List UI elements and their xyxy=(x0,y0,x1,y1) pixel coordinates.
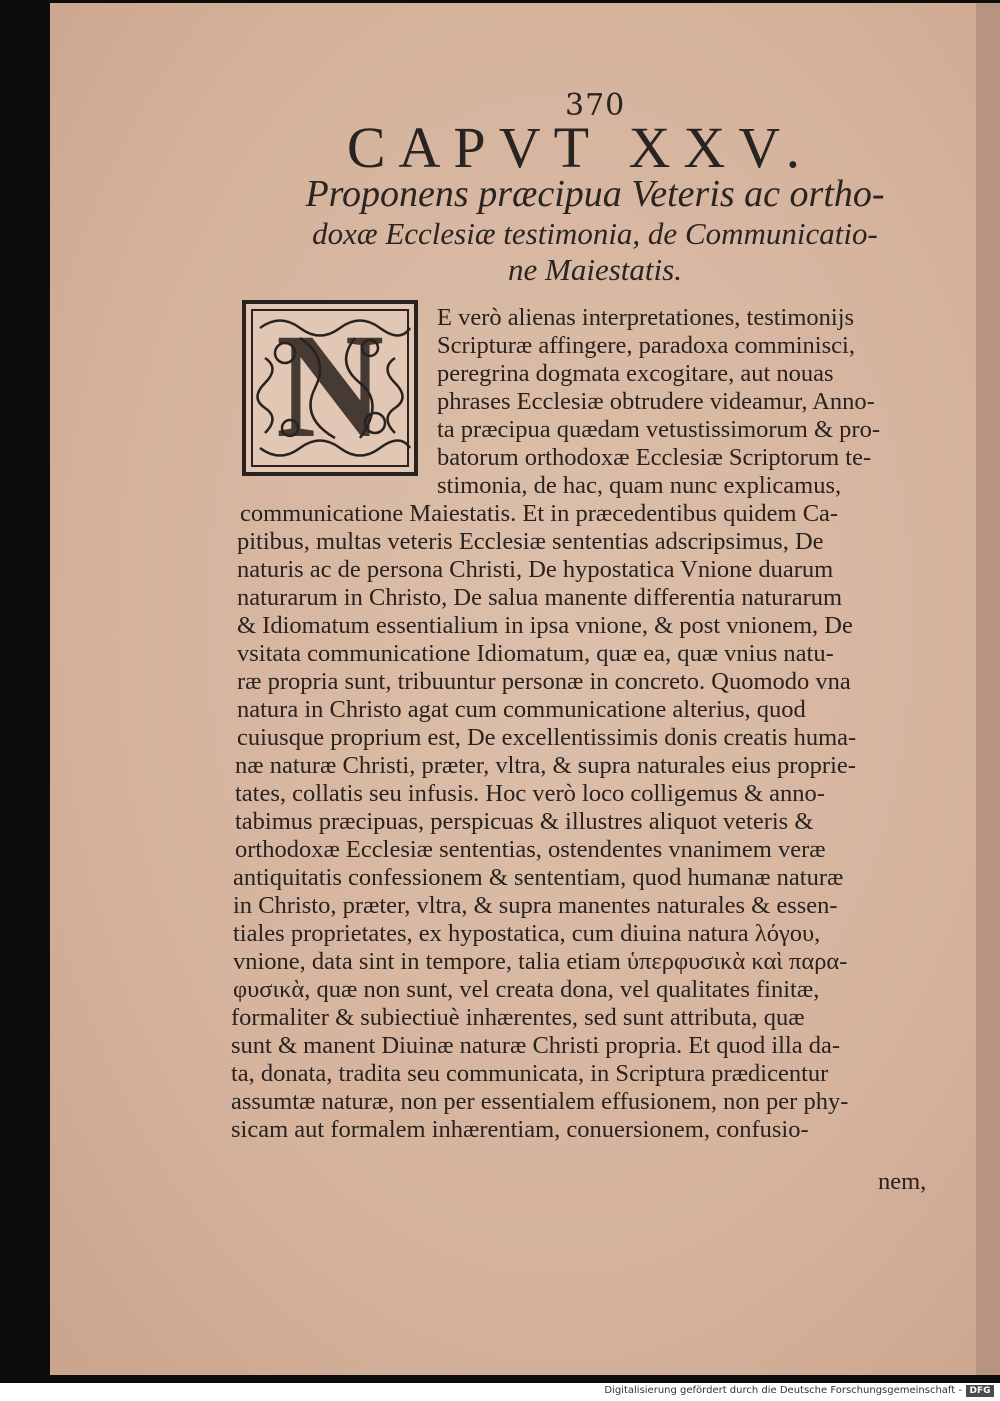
dfg-logo-icon: DFG xyxy=(966,1385,994,1397)
text-line: tates, collatis seu infusis. Hoc verò loco colligemus & anno- xyxy=(235,780,825,807)
footer-bar xyxy=(0,1383,1000,1401)
text-line: ræ propria sunt, tribuuntur personæ in concreto. Quomodo vna xyxy=(237,668,851,695)
text-line: sicam aut formalem inhærentiam, conuersionem, confusio- xyxy=(231,1116,809,1143)
text-line: & Idiomatum essentialium in ipsa vnione, & post vnionem, De xyxy=(237,612,853,639)
text-line: cuiusque proprium est, De excellentissimis donis creatis huma- xyxy=(237,724,857,751)
text-line: phrases Ecclesiæ obtrudere videamur, Anno- xyxy=(437,388,875,415)
initial-letter: N xyxy=(275,303,385,469)
catchword: nem, xyxy=(878,1168,927,1195)
text-line: natura in Christo agat cum communicatione alterius, quod xyxy=(237,696,806,723)
subtitle-line: doxæ Ecclesiæ testimonia, de Communicatio- xyxy=(312,216,878,251)
text-line: stimonia, de hac, quam nunc explicamus, xyxy=(437,472,842,499)
chapter-heading: CAPVT XXV. xyxy=(346,115,814,180)
page-number: 370 xyxy=(565,88,626,123)
text-line: ta præcipua quædam vetustissimorum & pro- xyxy=(437,416,880,443)
text-line: Scripturæ affingere, paradoxa comminisci, xyxy=(437,332,855,359)
text-line: tabimus præcipuas, perspicuas & illustres aliquot veteris & xyxy=(235,808,814,835)
text-line: ta, donata, tradita seu communicata, in Scriptura prædicentur xyxy=(231,1060,829,1087)
text-line: vnione, data sint in tempore, talia etiam ὑπερφυσικὰ καὶ παρα- xyxy=(233,948,848,975)
footer-credit: Digitalisierung gefördert durch die Deutsche Forschungsgemeinschaft - xyxy=(604,1385,962,1396)
text-line: orthodoxæ Ecclesiæ sententias, ostendentes vnanimem veræ xyxy=(235,836,826,863)
text-line: tiales proprietates, ex hypostatica, cum diuina natura λόγου, xyxy=(233,920,821,947)
decorated-initial-n-icon xyxy=(240,298,420,478)
text-line: communicatione Maiestatis. Et in præcedentibus quidem Ca- xyxy=(240,500,839,527)
text-line: naturarum in Christo, De salua manente differentia naturarum xyxy=(237,584,843,611)
subtitle-line: ne Maiestatis. xyxy=(508,252,682,287)
text-line: assumtæ naturæ, non per essentialem effusionem, non per phy- xyxy=(231,1088,849,1115)
text-line: næ naturæ Christi, præter, vltra, & supra naturales eius proprie- xyxy=(235,752,856,779)
text-line: pitibus, multas veteris Ecclesiæ sententias adscripsimus, De xyxy=(237,528,824,555)
text-line: φυσικὰ, quæ non sunt, vel creata dona, vel qualitates finitæ, xyxy=(233,976,820,1003)
text-line: in Christo, præter, vltra, & supra manentes naturales & essen- xyxy=(233,892,838,919)
page-edge xyxy=(976,3,1000,1375)
text-line: peregrina dogmata excogitare, aut nouas xyxy=(437,360,834,387)
text-line: antiquitatis confessionem & sententiam, quod humanæ naturæ xyxy=(233,864,844,891)
text-line: vsitata communicatione Idiomatum, quæ ea, quæ vnius natu- xyxy=(237,640,834,667)
text-line: formaliter & subiectiuè inhærentes, sed sunt attributa, quæ xyxy=(231,1004,805,1031)
subtitle-line: Proponens præcipua Veteris ac ortho- xyxy=(305,173,885,215)
chapter-subtitle xyxy=(230,172,960,288)
text-line: sunt & manent Diuinæ naturæ Christi propria. Et quod illa da- xyxy=(231,1032,841,1059)
text-line: E verò alienas interpretationes, testimonijs xyxy=(437,304,855,331)
text-line: naturis ac de persona Christi, De hypostatica Vnione duarum xyxy=(237,556,834,583)
text-line: batorum orthodoxæ Ecclesiæ Scriptorum te- xyxy=(437,444,872,471)
